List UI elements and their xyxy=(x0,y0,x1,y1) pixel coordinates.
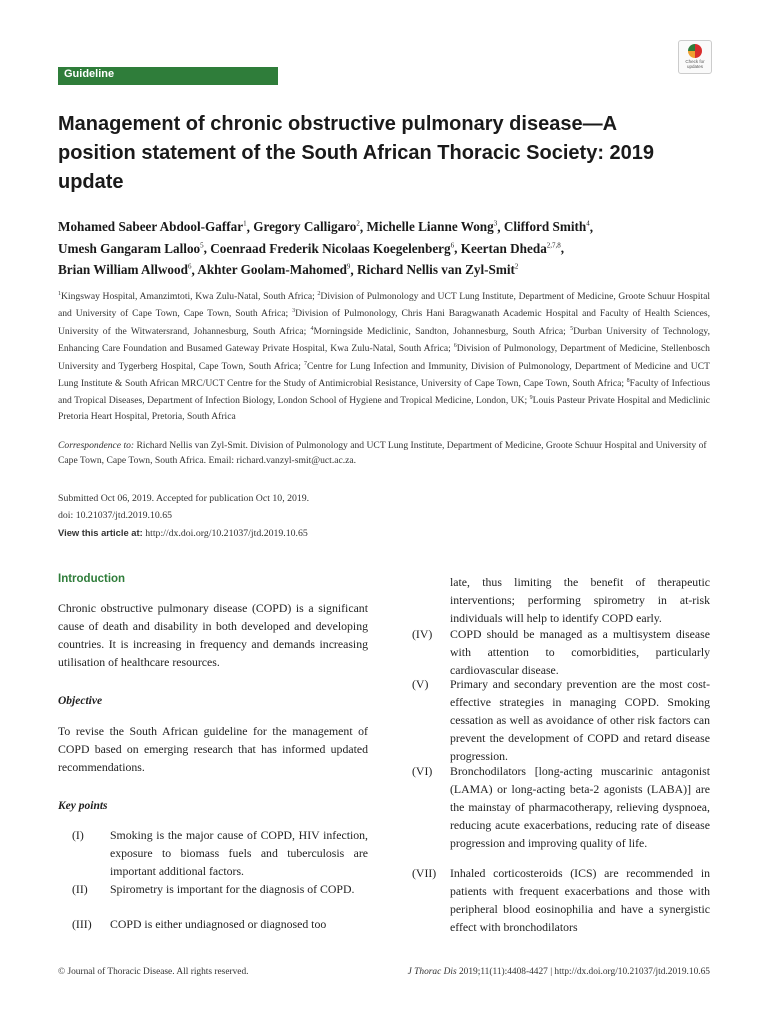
affiliations: $^1$Kingsway Hospital, Amanzimtoti, Kwa Zulu-Natal, South Africa; $^2$Division of Pulmonology and UCT Lung Institute, Department of Medicine, Groote Schuur Hospital and University of Cape Town, Cape Town, South Africa; $^3$Division of Pulmonology, Chris Hani Baragwanath Academic Hospital and Faculty of Health Sciences, University of the Witwatersrand, Johannesburg, South Africa; $^4$Morningside Mediclinic, Sandton, Johannesburg, South Africa; $^5$Durban University of Technology, Enhancing Care Foundation and Busamed Gateway Private Hospital, Kwa Zulu-Natal, South Africa; $^6$Division of Pulmonology, Department of Medicine, Stellenbosch University and Tygerberg Hospital, Cape Town, South Africa; $^7$Centre for Lung Infection and Immunity, Division of Pulmonology, Department of Medicine and UCT Lung Institute & South African MRC/UCT Centre for the Study of Antimicrobial Resistance, University of Cape Town, Cape Town, South Africa; $^8$Faculty of Infectious and Tropical Diseases, Department of Infection Biology, London School of Hygiene and Tropical Medicine, London, UK; $^9$Louis Pasteur Private Hospital and Mediclinic Pretoria Heart Hospital, Pretoria, South Africa xyxy=(58,291,711,422)
list-number: (IV) xyxy=(412,627,433,641)
crossmark-label: Check for updates xyxy=(685,59,705,69)
list-text: Primary and secondary prevention are the most cost-effective strategies in managing COPD. Smoking cessation as well as avoidance of other risk factors can prevent the development of COPD and retard disease progression. xyxy=(450,677,710,763)
introduction-text: Chronic obstructive pulmonary disease (COPD) is a significant cause of death and disability in both developed and developing countries. It is increasing in frequency and demands increasing utilisation of healthcare resources. xyxy=(58,601,368,669)
list-text: Inhaled corticosteroids (ICS) are recommended in patients with frequent exacerbations and those with peripheral blood eosinophilia and have a synergistic effect with bronchodilators xyxy=(450,866,710,934)
author-list: Mohamed Sabeer Abdool-Gaffar$^1$, Gregory Calligaro$^2$, Michelle Lianne Wong$^3$, Clifford Smith$^4$, Umesh Gangaram Lalloo$^5$, Coenraad Frederik Nicolaas Koegelenberg$^6$, Keertan Dheda$^{2,7,8}$, Brian William Allwood$^6$, Akhter Goolam-Mahomed$^9$, Richard Nellis van Zyl-Smit$^2$ xyxy=(58,219,594,278)
submission-dates: Submitted Oct 06, 2019. Accepted for publication Oct 10, 2019. xyxy=(58,493,310,504)
article-type-badge xyxy=(58,67,278,85)
author: Brian William Allwood$^6$ xyxy=(58,262,192,278)
list-number: (VI) xyxy=(412,764,433,778)
author: Michelle Lianne Wong$^3$ xyxy=(366,219,498,235)
author: Keertan Dheda$^{2,7,8}$ xyxy=(460,240,561,256)
article-type-label: Guideline xyxy=(64,68,115,80)
list-number: (II) xyxy=(72,882,88,896)
author: Akhter Goolam-Mahomed$^9$ xyxy=(197,262,351,278)
footer-citation xyxy=(358,967,710,977)
objective-heading: Objective xyxy=(58,695,103,707)
view-article-label: View this article at: xyxy=(58,527,143,538)
list-item xyxy=(412,864,710,936)
list-text: COPD is either undiagnosed or diagnosed too xyxy=(110,917,327,931)
footer-journal: J Thorac Dis xyxy=(407,967,457,977)
list-number: (III) xyxy=(72,917,92,931)
list-number: (V) xyxy=(412,677,429,691)
list-item xyxy=(72,826,368,880)
crossmark-icon xyxy=(688,44,702,58)
submission-info xyxy=(58,490,658,542)
objective-text: To revise the South African guideline for the management of COPD based on emerging research that has informed updated recommendations. xyxy=(58,724,368,774)
author: Umesh Gangaram Lalloo$^5$ xyxy=(58,240,204,256)
list-item xyxy=(412,675,710,765)
author: Coenraad Frederik Nicolaas Koegelenberg$^6$ xyxy=(210,240,455,256)
list-item xyxy=(72,880,368,916)
key-points-heading: Key points xyxy=(58,800,108,812)
author: Gregory Calligaro$^2$ xyxy=(253,219,360,235)
author: Clifford Smith$^4$ xyxy=(503,219,590,235)
author: Mohamed Sabeer Abdool-Gaffar$^1$ xyxy=(58,219,247,235)
doi: doi: 10.21037/jtd.2019.10.65 xyxy=(58,510,173,521)
list-text: Spirometry is important for the diagnosis of COPD. xyxy=(110,882,355,896)
list-item xyxy=(412,625,710,679)
introduction-heading: Introduction xyxy=(58,573,126,585)
footer-copyright: © Journal of Thoracic Disease. All rights reserved. xyxy=(58,967,249,977)
check-for-updates-button[interactable] xyxy=(678,40,712,74)
list-number: (I) xyxy=(72,828,84,842)
list-number: (VII) xyxy=(412,866,437,880)
list-text: Smoking is the major cause of COPD, HIV infection, exposure to biomass fuels and tuberculosis are important additional factors. xyxy=(110,828,368,878)
author: Richard Nellis van Zyl-Smit$^2$ xyxy=(357,262,519,278)
list-text: COPD should be managed as a multisystem disease with attention to comorbidities, particularly cardiovascular disease. xyxy=(450,627,710,677)
list-item xyxy=(412,762,710,852)
list-text: Bronchodilators [long-acting muscarinic antagonist (LAMA) or long-acting beta-2 agonists (LABA)] are the mainstay of pharmacotherapy, relieving dyspnoea, reducing acute exacerbations, reducing rate of disease progression and improving quality of life. xyxy=(450,764,710,850)
correspondence-text: Richard Nellis van Zyl-Smit. Division of Pulmonology and UCT Lung Institute, Department of Medicine, Groote Schuur Hospital and University of Cape Town, Cape Town, South Africa. Email: richard.vanzyl-smit@uct.ac.za. xyxy=(58,440,707,467)
view-article xyxy=(58,524,658,542)
correspondence-label: Correspondence to: xyxy=(58,440,135,451)
view-article-link[interactable]: http://dx.doi.org/10.21037/jtd.2019.10.65 xyxy=(142,528,308,539)
list-continued-text: late, thus limiting the benefit of therapeutic interventions; performing spirometry in at-risk individuals will help to identify COPD early. xyxy=(450,575,710,625)
footer-citation-text[interactable]: 2019;11(11):4408-4427 | http://dx.doi.org/10.21037/jtd.2019.10.65 xyxy=(456,967,710,977)
list-item xyxy=(72,915,368,933)
correspondence xyxy=(58,438,710,468)
article-title: Management of chronic obstructive pulmonary disease—A position statement of the South African Thoracic Society: 2019 update xyxy=(58,113,655,193)
